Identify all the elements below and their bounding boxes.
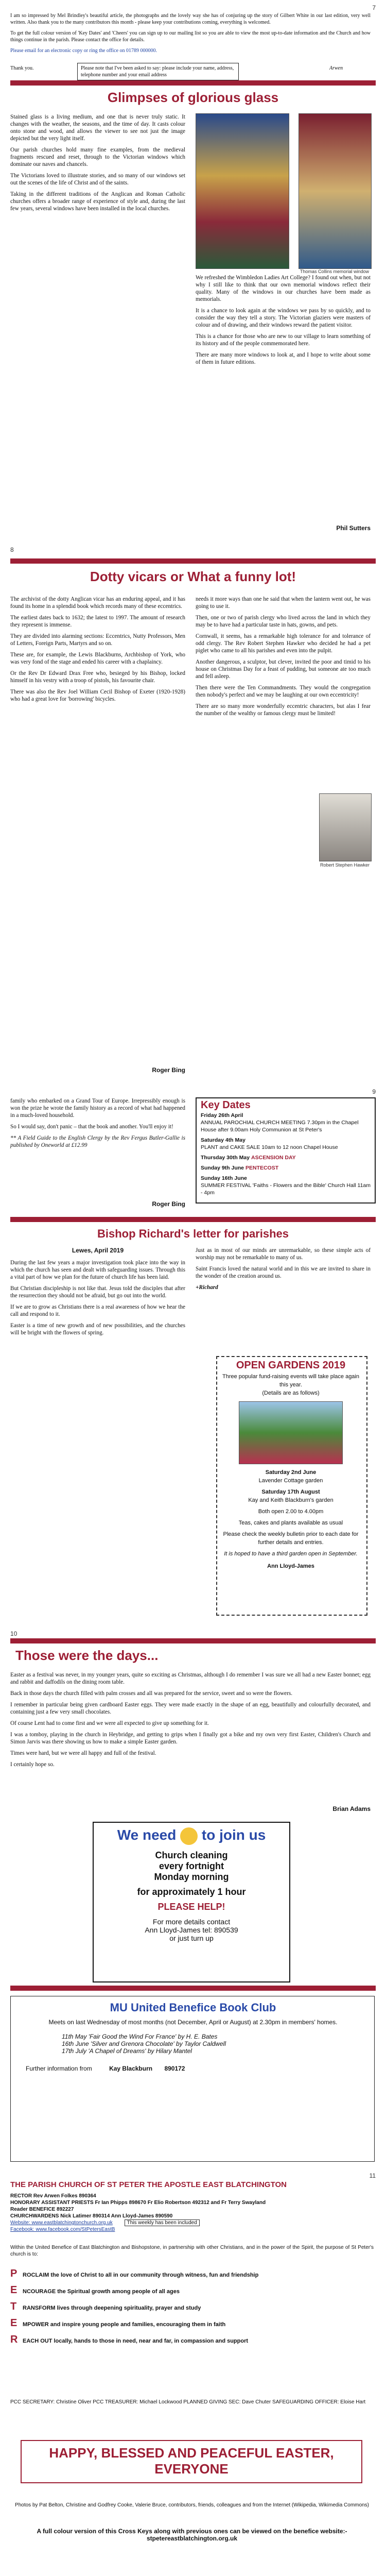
editor-intro [10,12,371,58]
article-column-2: needs it more ways than one he said that when the lantern went out, he was going to use it. Then, one or two of parish clergy who lived across the land in which they may be to have had a particular taste in hats, gowns, and pets. Cornwall, it seems, has a remarkable high tolerance for and tolerance of odd clergy. The Rev Robert Stephen Hawker who decided he had a pet piglet who came to all his parishes and even into the pulpit. Another dangerous, a sculptor, but clever, invited the poor and timid to his house on Christmas Day for a feast of pudding, but someone ate too much and fell asleep. Then there were the Ten Commandments. They would the congregation then nobody's perfect and we may be laughing at our own eccentricity! There are so many more wonderfully eccentric characters, but alas I fear the number of the wealthy or famous clergy must be limited! [196,596,371,717]
page-number: 11 [369,2172,376,2179]
article-title: Dotty vicars or What a funny lot! [90,569,296,584]
key-date-item: Friday 26th April ANNUAL PAROCHIAL CHURCH MEETING 7.30pm in the Chapel House after 9.00am Holy Communion at St Peter's [201,1112,359,1133]
letter-dateline: Lewes, April 2019 [72,1247,124,1254]
letter-column-2: Just as in most of our minds are unremarkable, so these simple acts of worship may not be remarkable to many of us. Saint Francis loved the natural world and in this we are invited to share in the wonder of the creation around us. +Richard [196,1247,371,1291]
ad-title-pre: We need [117,1827,177,1843]
easter-greeting: HAPPY, BLESSED AND PEACEFUL EASTER, EVERYONE [49,2445,334,2477]
key-date-item: Sunday 16th June SUMMER FESTIVAL 'Faiths - Flowers and the Bible' Church Hall 11am - 4pm [201,1175,371,1196]
article-column-2: We refreshed the Wimbledon Ladies Art College? I found out when, but not why I still like to think that our own memorial windows reflect their quality. Many of the windows in our churches have been made as memorials. It is a chance to look again at the windows we pass by so quickly, and to consider the way they tell a story. The Victorian glaziers were masters of colour and of drawing, and their windows reward the patient visitor. This is a chance for those who are new to our village to learn something of its history and of the people commemorated here. There are many more windows to look at, and I hope to write about some of them in future editions. [196,275,371,365]
section-divider [10,1638,376,1643]
open-gardens-title: OPEN GARDENS 2019 [236,1360,346,1371]
letter-column-1: During the last few years a major investigation took place into the way in which the church has seen and dealt with safeguarding issues. Through this a vital part of how we plan for the future of church life has been laid. But Christian discipleship is not like that. Jesus told the disciples that after the resurrection they should not be afraid, but go out into the world. If we are to grow as Christians there is a real awareness of how we hear the call and respond to it. Easter is a time of new growth and of new possibilities, and the churches will be bright with the flowers of spring. [10,1260,185,1336]
article-author: Roger Bing [152,1066,185,1074]
article-title: Glimpses of glorious glass [107,90,279,105]
easter-greeting-box [21,2440,362,2483]
parish-contacts: RECTOR Rev Arwen Folkes 890364 HONORARY ASSISTANT PRIESTS Fr Ian Phipps 898670 Fr Elio Robertson 492312 and Fr Terry Swayland Reader BENEFICE 892227 CHURCHWARDENS Nick Latimer 890314 Ann Lloyd-James 890590 Website: www.eastblatchingtonchurch.org.uk This weekly has been included Facebook: www.facebook.com/StPetersEastB [10,2193,374,2233]
intro-paragraph: I am so impressed by Mel Brindley's beautiful article, the photographs and the lovely way she has of conjuring up the story of Gilbert White in our last edition, very well written. Also thank you to the many contributors this month - please keep your contributions coming, everything is welcomed. [10,13,371,25]
key-dates-box [196,1097,376,1204]
page-number: 8 [10,546,14,553]
page-10 [10,1630,376,2167]
garden-photo [239,1401,343,1464]
pcc-officers: PCC SECRETARY: Christine Oliver PCC TREASURER: Michael Lockwood PLANNED GIVING SEC: Dave Chuter SAFEGUARDING OFFICER: Eloise Hart [10,2399,366,2405]
key-date-item: Thursday 30th May ASCENSION DAY [201,1155,296,1161]
email-line: Please email for an electronic copy or ring the office on 01789 000000. [10,48,157,54]
intro-paragraph-2: To get the full colour version of 'Key Dates' and 'Cheers' you can sign up to our mailing list so you are able to view the most up-to-date information and the Church and how things continue in the parish. Please contact the office for details. [10,30,371,43]
article-title: Bishop Richard's letter for parishes [97,1227,289,1240]
article-title: Those were the days... [15,1648,159,1663]
page-number: 7 [372,4,376,11]
photo-caption: Robert Stephen Hawker [320,862,370,868]
page-7 [10,4,376,541]
key-date-item: Saturday 4th May PLANT and CAKE SALE 10am to 12 noon Chapel House [201,1137,338,1150]
article-column-1: Stained glass is a living medium, and one that is never truly static. It changes with the weather, the seasons, and the time of day. It casts colour onto stone and wood, and allows the viewer to see not just the image depicted but the very light itself. Our parish churches hold many fine examples, from the medieval fragments rescued and reset, through to the Victorian windows which dominate our naves and chancels. The Victorians loved to illustrate stories, and so many of our windows set out the scenes of the life of Christ and of the saints. Taking in the different traditions of the Anglican and Roman Catholic churches offers a broader range of experience of style and, during the last few years, several windows have been installed in the local churches. [10,114,185,212]
page-11 [10,2172,376,2576]
article-author: Brian Adams [332,1805,371,1812]
section-divider [10,558,376,564]
section-divider [10,1217,376,1222]
memorial-window-photo [299,113,372,269]
key-date-item: Sunday 9th June PENTECOST [201,1165,279,1171]
thanks-text: Thank you. [10,65,34,71]
website-link[interactable]: Website: www.eastblatchingtonchurch.org.uk [10,2220,113,2226]
facebook-link[interactable]: Facebook: www.facebook.com/StPetersEastB [10,2227,115,2232]
stained-glass-photo [196,113,289,269]
footer-note: A full colour version of this Cross Keys along with previous ones can be viewed on the benefice website:- stpetereastblatchington.org.uk [37,2528,347,2542]
book-club-panel: MU United Benefice Book Club Meets on last Wednesday of most months (not December, April or August) at 2.30pm in members' homes. 11th May 'Fair Good the Wind For France' by H. E. Bates 16th June 'Silver and Grenora Chocolate' by Taylor Caldwell 17th July 'A Chapel of Dreams' by Hilary Mantel Further information from Kay Blackburn 890172 [15,2001,371,2072]
section-divider [10,1986,376,1991]
mission-acrostic: PROCLAIM the love of Christ to all in our community through witness, fun and friendship ENCOURAGE the Spiritual growth among people of all ages T RANSFORM lives through deepening spirituality, prayer and study EMPOWER and inspire young people and families, encouraging them in faith REACH OUT locally, hands to those in need, near and far, in compassion and support [10,2268,259,2345]
page-number: 10 [10,1630,17,1637]
latest-note: This weekly has been included [125,2219,200,2226]
section-divider [10,80,376,86]
editor-signature: Arwen [329,65,343,71]
church-cleaning-ad: We need to join us Church cleaning every fortnight Monday morning for approximately 1 hour PLEASE HELP! For more details contact Ann Lloyd-James tel: 890539 or just turn up [93,1822,290,1982]
book-list-item: 16th June 'Silver and Grenora Chocolate' by Taylor Caldwell [62,2040,226,2047]
book-list-item: 17th July 'A Chapel of Dreams' by Hilary Mantel [62,2047,192,2055]
article-author: Phil Sutters [336,524,371,532]
parish-title: THE PARISH CHURCH OF ST PETER THE APOSTLE EAST BLATCHINGTON [10,2180,287,2189]
article-body: Easter as a festival was never, in my younger years, quite so exciting as Christmas, although I do remember I was sure we all had a new Easter bonnet; egg and rabbit and daffodils on the dining room table. Back in those days the church filled with palm crosses and all was prepared for the service, sweet and so were the flowers. I remember in particular being given cardboard Easter eggs. They were made exactly in the shape of an egg, beautifully and colourfully decorated, and containing just a few very small chocolates. Of course Lent had to come first and we were all expected to give up something for it. I was a tomboy, playing in the church in Heybridge, and getting to grips when I finally got a bike and my own very first Easter, Children's Church and Simon Jarvis was there showing us how to make a simple Easter garden. Times were hard, but we were all happy and full of the festival. I certainly hope so. [10,1672,371,1768]
page-8 [10,546,376,1083]
photo-caption: Thomas Collins memorial window [300,269,370,274]
vicar-portrait-photo [319,793,372,861]
book-club-title: MU United Benefice Book Club [110,2001,276,2014]
note-box: Please note that I've been asked to say: please include your name, address, telephone number and your email address [77,63,239,80]
page-number: 9 [372,1088,376,1095]
book-list-item: 11th May 'Fair Good the Wind For France' by H. E. Bates [62,2033,218,2040]
photo-credits: Photos by Pat Belton, Christine and Godfrey Cooke, Valerie Bruce, contributors, friends, colleagues and from the Internet (Wikipedia, Wikimedia Commons) [15,2502,369,2508]
article-author: Roger Bing [152,1200,185,1208]
page-9 [10,1088,376,1625]
article-column-1: The archivist of the dotty Anglican vicar has an enduring appeal, and it has found its home in a splendid book which records many of these eccentrics. The earliest dates back to 1632; the latest to 1997. The amount of research they represent is immense. They are divided into alarming sections: Eccentrics, Nutty Professors, Men of Letters, Foreign Parts, Martyrs and so on. These are, for example, the Lewis Blackburns, Archbishop of York, who was very fond of the stage and ended his career with a chaplaincy. Or the Rev Dr Edward Drax Free who, besieged by his Bishop, locked himself in his vestry with a troop of pistols, his favourite chair. There was also the Rev Joel William Cecil Bishop of Exeter (1920-1928) who had a great love for 'borrowing' bicycles. [10,596,185,702]
open-gardens-panel: OPEN GARDENS 2019 Three popular fund-raising events will take place again this year. (Details are as follows) Saturday 2nd June Lavender Cottage garden Saturday 17th August Kay and Keith Blackburn's garden Both open 2.00 to 4.00pm Teas, cakes and plants available as usual Please check the weekly bulletin prior to each date for further details and entries. It is hoped to have a third garden open in September. Ann Lloyd-James [222,1360,359,1569]
you-icon [180,1827,198,1845]
key-dates-title: Key Dates [201,1099,251,1111]
mission-lead: Within the United Benefice of East Blatchington and Bishopstone, in partnership with other Christians, and in the power of the Spirit, the purpose of St Peter's church is to: [10,2245,374,2257]
ad-title-post: to join us [201,1827,266,1843]
article-continued: family who embarked on a Grand Tour of Europe. Irrepressibly enough is won the prize he wrote the family history as a record of what had happened in a much-loved household. So I would say, don't panic – that the book and another. You'll enjoy it! ** A Field Guide to the English Clergy by the Rev Fergus Butler-Gallie is published by Oneworld at £12.99 [10,1098,185,1148]
